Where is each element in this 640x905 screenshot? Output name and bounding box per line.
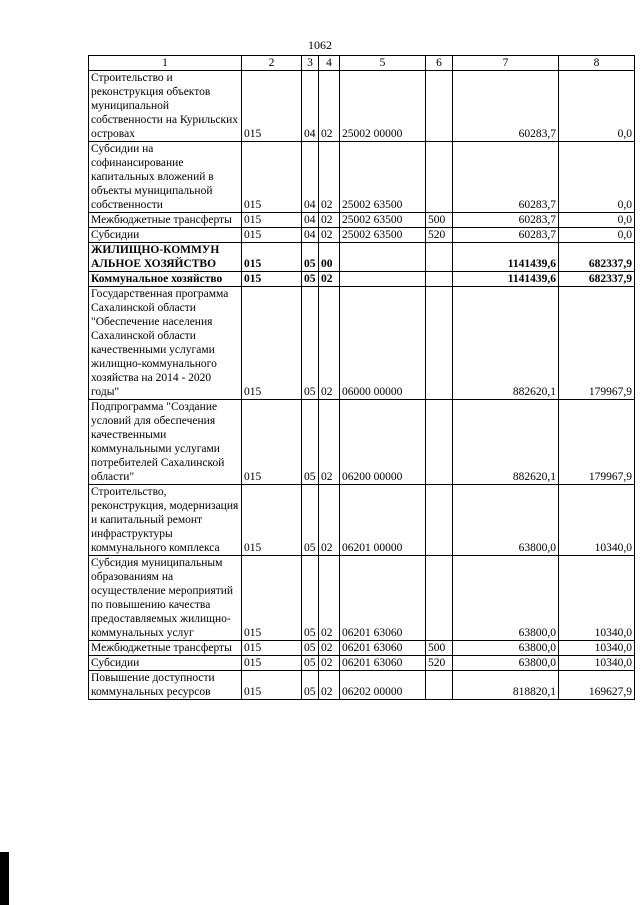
target-article-cell: 06202 00000 (340, 671, 426, 700)
section-cell: 05 (302, 671, 319, 700)
subsection-cell: 02 (319, 485, 340, 556)
amount-2016-cell: 63800,0 (453, 556, 559, 641)
target-article-cell: 25002 00000 (340, 71, 426, 142)
section-cell: 05 (302, 287, 319, 400)
amount-2017-cell: 169627,9 (559, 671, 635, 700)
column-header: 2 (242, 56, 302, 71)
amount-2016-cell: 63800,0 (453, 656, 559, 671)
table-row (89, 671, 635, 700)
table-row (89, 142, 635, 213)
target-article-cell (340, 243, 426, 272)
grbs-cell: 015 (242, 641, 302, 656)
target-article-cell: 25002 63500 (340, 213, 426, 228)
section-cell: 04 (302, 142, 319, 213)
target-article-cell: 25002 63500 (340, 142, 426, 213)
expense-type-cell (426, 556, 453, 641)
expense-type-cell (426, 142, 453, 213)
amount-2016-cell: 1141439,6 (453, 243, 559, 272)
section-cell: 05 (302, 485, 319, 556)
table-row (89, 243, 635, 272)
subsection-cell: 02 (319, 142, 340, 213)
row-name-cell: Коммунальное хозяйство (89, 272, 242, 287)
amount-2016-cell: 60283,7 (453, 71, 559, 142)
amount-2017-cell: 0,0 (559, 228, 635, 243)
subsection-cell: 02 (319, 400, 340, 485)
amount-2017-cell: 10340,0 (559, 641, 635, 656)
row-name-cell: Субсидии (89, 656, 242, 671)
expense-type-cell: 500 (426, 213, 453, 228)
row-name-cell: Субсидии (89, 228, 242, 243)
row-name-cell: Строительство и реконструкция объектов муниципальной собственности на Курильских островах (89, 71, 242, 142)
column-header: 7 (453, 56, 559, 71)
amount-2017-cell: 0,0 (559, 142, 635, 213)
table-row (89, 272, 635, 287)
section-cell: 05 (302, 656, 319, 671)
table-row (89, 287, 635, 400)
amount-2016-cell: 60283,7 (453, 142, 559, 213)
target-article-cell: 06200 00000 (340, 400, 426, 485)
subsection-cell: 02 (319, 213, 340, 228)
grbs-cell: 015 (242, 287, 302, 400)
section-cell: 05 (302, 272, 319, 287)
amount-2017-cell: 10340,0 (559, 556, 635, 641)
table-row (89, 213, 635, 228)
grbs-cell: 015 (242, 656, 302, 671)
grbs-cell: 015 (242, 243, 302, 272)
grbs-cell: 015 (242, 272, 302, 287)
target-article-cell: 06000 00000 (340, 287, 426, 400)
budget-table (88, 55, 635, 700)
target-article-cell: 06201 63060 (340, 641, 426, 656)
subsection-cell: 02 (319, 556, 340, 641)
grbs-cell: 015 (242, 228, 302, 243)
row-name-cell: Подпрограмма "Создание условий для обеспечения качественными коммунальными услугами потребителей Сахалинской области" (89, 400, 242, 485)
section-cell: 05 (302, 556, 319, 641)
grbs-cell: 015 (242, 671, 302, 700)
subsection-cell: 02 (319, 272, 340, 287)
section-cell: 05 (302, 243, 319, 272)
target-article-cell: 25002 63500 (340, 228, 426, 243)
header-row (89, 56, 635, 71)
amount-2017-cell: 682337,9 (559, 243, 635, 272)
row-name-cell: Субсидия муниципальным образованиям на осуществление мероприятий по повышению качества предоставляемых жилищно-коммунальных услуг (89, 556, 242, 641)
column-header: 8 (559, 56, 635, 71)
section-cell: 05 (302, 641, 319, 656)
table-row (89, 556, 635, 641)
grbs-cell: 015 (242, 556, 302, 641)
target-article-cell: 06201 63060 (340, 556, 426, 641)
amount-2016-cell: 63800,0 (453, 485, 559, 556)
row-name-cell: Межбюджетные трансферты (89, 641, 242, 656)
target-article-cell (340, 272, 426, 287)
column-header: 5 (340, 56, 426, 71)
table-row (89, 656, 635, 671)
grbs-cell: 015 (242, 400, 302, 485)
target-article-cell: 06201 00000 (340, 485, 426, 556)
expense-type-cell (426, 243, 453, 272)
subsection-cell: 02 (319, 71, 340, 142)
row-name-cell: ЖИЛИЩНО-КОММУН АЛЬНОЕ ХОЗЯЙСТВО (89, 243, 242, 272)
subsection-cell: 02 (319, 671, 340, 700)
amount-2016-cell: 882620,1 (453, 287, 559, 400)
column-header: 1 (89, 56, 242, 71)
expense-type-cell: 500 (426, 641, 453, 656)
column-header: 4 (319, 56, 340, 71)
table-row (89, 641, 635, 656)
grbs-cell: 015 (242, 71, 302, 142)
expense-type-cell: 520 (426, 656, 453, 671)
amount-2016-cell: 63800,0 (453, 641, 559, 656)
subsection-cell: 02 (319, 228, 340, 243)
grbs-cell: 015 (242, 213, 302, 228)
grbs-cell: 015 (242, 485, 302, 556)
amount-2017-cell: 0,0 (559, 71, 635, 142)
table-body (89, 71, 635, 700)
row-name-cell: Межбюджетные трансферты (89, 213, 242, 228)
table-row (89, 400, 635, 485)
row-name-cell: Строительство, реконструкция, модернизация и капитальный ремонт инфраструктуры коммунального комплекса (89, 485, 242, 556)
table-row (89, 71, 635, 142)
row-name-cell: Субсидии на софинансирование капитальных вложений в объекты муниципальной собственности (89, 142, 242, 213)
subsection-cell: 02 (319, 656, 340, 671)
section-cell: 04 (302, 228, 319, 243)
table-row (89, 485, 635, 556)
expense-type-cell (426, 400, 453, 485)
table-row (89, 228, 635, 243)
subsection-cell: 02 (319, 641, 340, 656)
scan-edge-mark (0, 852, 9, 905)
amount-2017-cell: 179967,9 (559, 287, 635, 400)
subsection-cell: 00 (319, 243, 340, 272)
amount-2017-cell: 10340,0 (559, 485, 635, 556)
amount-2017-cell: 179967,9 (559, 400, 635, 485)
row-name-cell: Повышение доступности коммунальных ресурсов (89, 671, 242, 700)
amount-2016-cell: 1141439,6 (453, 272, 559, 287)
amount-2017-cell: 10340,0 (559, 656, 635, 671)
subsection-cell: 02 (319, 287, 340, 400)
grbs-cell: 015 (242, 142, 302, 213)
expense-type-cell (426, 272, 453, 287)
amount-2016-cell: 60283,7 (453, 213, 559, 228)
expense-type-cell (426, 287, 453, 400)
section-cell: 04 (302, 71, 319, 142)
amount-2016-cell: 818820,1 (453, 671, 559, 700)
expense-type-cell (426, 671, 453, 700)
page-number: 1062 (308, 38, 332, 52)
section-cell: 04 (302, 213, 319, 228)
column-header: 3 (302, 56, 319, 71)
expense-type-cell (426, 485, 453, 556)
amount-2017-cell: 682337,9 (559, 272, 635, 287)
section-cell: 05 (302, 400, 319, 485)
target-article-cell: 06201 63060 (340, 656, 426, 671)
expense-type-cell: 520 (426, 228, 453, 243)
row-name-cell: Государственная программа Сахалинской области "Обеспечение населения Сахалинской области качественными услугами жилищно-коммунального хозяйства на 2014 - 2020 годы" (89, 287, 242, 400)
amount-2016-cell: 882620,1 (453, 400, 559, 485)
column-header: 6 (426, 56, 453, 71)
expense-type-cell (426, 71, 453, 142)
amount-2017-cell: 0,0 (559, 213, 635, 228)
amount-2016-cell: 60283,7 (453, 228, 559, 243)
